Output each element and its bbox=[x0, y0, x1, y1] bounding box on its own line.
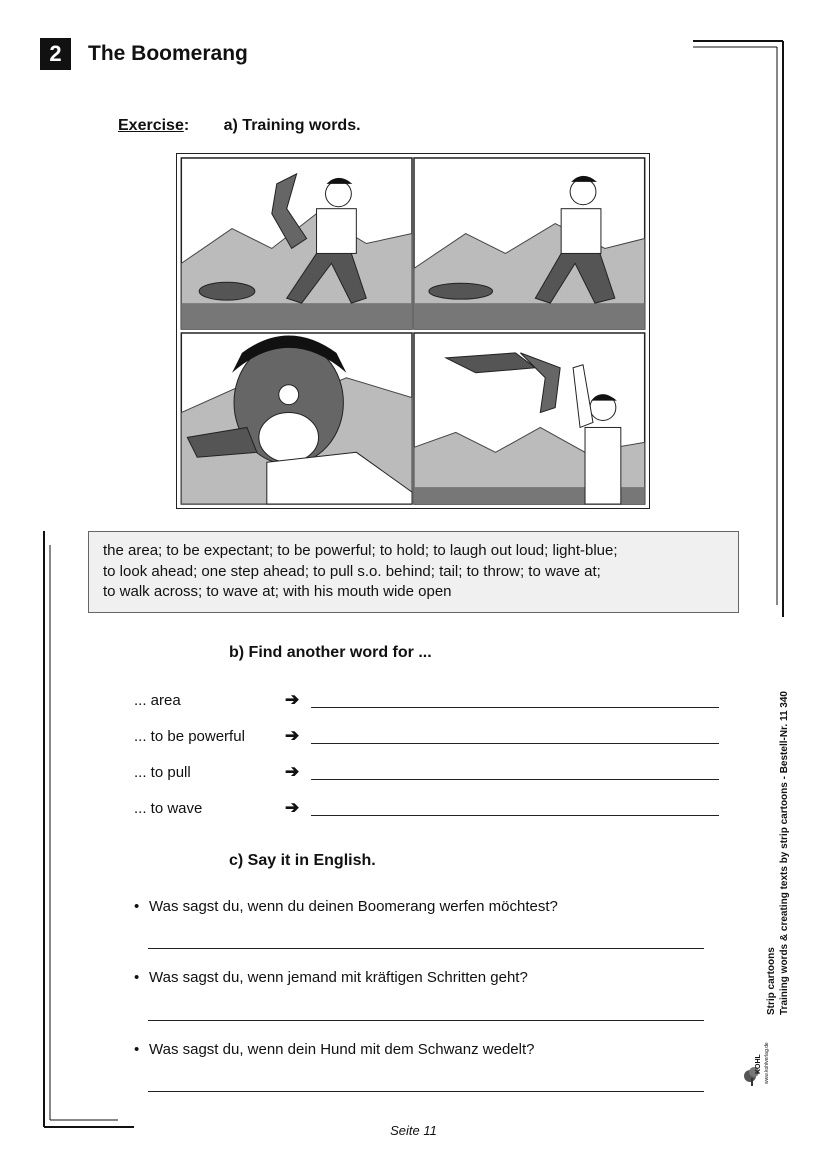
part-a-heading: a) Training words. bbox=[223, 117, 361, 134]
sidebar-line-2: Training words & creating texts by strip cartoons - Bestell-Nr. 11 340 bbox=[779, 691, 790, 1015]
question-text: Was sagst du, wenn jemand mit kräftigen Schritten geht? bbox=[149, 969, 528, 986]
comic-panel-4 bbox=[414, 333, 645, 504]
page-number: Seite 11 bbox=[390, 1123, 437, 1138]
bullet-icon: • bbox=[134, 1041, 140, 1058]
bullet-icon: • bbox=[134, 898, 140, 915]
synonym-prompt: ... to pull bbox=[134, 764, 191, 781]
comic-strip-illustration bbox=[176, 153, 650, 509]
publisher-url: www.kohlverlag.de bbox=[764, 1042, 770, 1084]
answer-line[interactable] bbox=[311, 815, 719, 816]
arrow-icon: ➔ bbox=[285, 690, 300, 709]
sidebar-line-1: Strip cartoons bbox=[766, 947, 777, 1015]
part-b-heading: b) Find another word for ... bbox=[229, 644, 432, 661]
answer-line[interactable] bbox=[148, 1020, 704, 1021]
arrow-icon: ➔ bbox=[285, 762, 300, 781]
comic-panel-1 bbox=[181, 158, 412, 329]
vocabulary-line: to walk across; to wave at; with his mouth wide open bbox=[103, 583, 452, 600]
synonym-prompt: ... area bbox=[134, 692, 181, 709]
synonym-prompt: ... to wave bbox=[134, 800, 203, 817]
comic-panel-3 bbox=[181, 333, 412, 504]
part-c-heading: c) Say it in English. bbox=[229, 852, 376, 869]
publisher-logo bbox=[742, 1022, 772, 1088]
comic-panel-2 bbox=[414, 158, 645, 329]
vocabulary-box bbox=[88, 531, 739, 613]
answer-line[interactable] bbox=[311, 707, 719, 708]
section-number: 2 bbox=[40, 38, 71, 70]
answer-line[interactable] bbox=[148, 1091, 704, 1092]
vocabulary-line: to look ahead; one step ahead; to pull s.o. behind; tail; to throw; to wave at; bbox=[103, 562, 601, 580]
answer-line[interactable] bbox=[148, 948, 704, 949]
question-text: Was sagst du, wenn dein Hund mit dem Schwanz wedelt? bbox=[149, 1041, 535, 1058]
bullet-icon: • bbox=[134, 969, 140, 986]
exercise-label: Exercise bbox=[118, 117, 184, 134]
arrow-icon: ➔ bbox=[285, 798, 300, 817]
page-title: The Boomerang bbox=[88, 42, 248, 65]
synonym-prompt: ... to be powerful bbox=[134, 728, 245, 745]
vocabulary-line: the area; to be expectant; to be powerful; to hold; to laugh out loud; light-blue; bbox=[103, 542, 618, 559]
arrow-icon: ➔ bbox=[285, 726, 300, 745]
exercise-colon: : bbox=[183, 117, 190, 134]
exercise-heading bbox=[118, 117, 361, 135]
answer-line[interactable] bbox=[311, 743, 719, 744]
publisher-logo-text: KOHL bbox=[755, 1054, 762, 1074]
question-text: Was sagst du, wenn du deinen Boomerang werfen möchtest? bbox=[149, 898, 558, 915]
answer-line[interactable] bbox=[311, 779, 719, 780]
